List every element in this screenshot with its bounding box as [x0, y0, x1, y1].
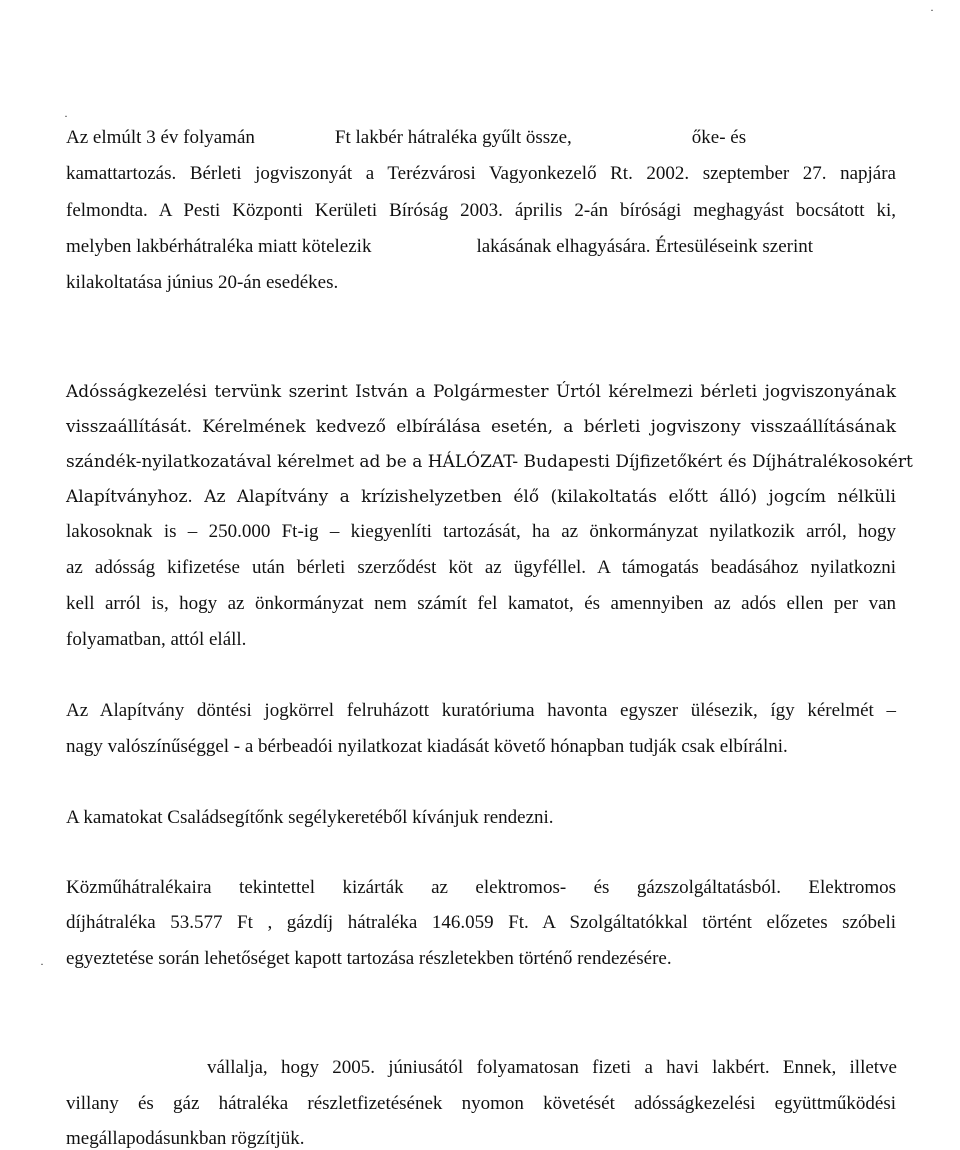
paragraph-5-line-2: díjhátraléka 53.577 Ft , gázdíj hátraléka 146.059 Ft. A Szolgáltatókkal történt előzetes szóbeli — [66, 912, 896, 933]
paragraph-6-line-1: vállalja, hogy 2005. júniusától folyamatosan fizeti a havi lakbért. Ennek, illetve — [207, 1057, 897, 1078]
paragraph-5-line-1: Közműhátralékaira tekintettel kizárták az elektromos- és gázszolgáltatásból. Elektromos — [66, 877, 896, 898]
paragraph-1-line-3: felmondta. A Pesti Központi Kerületi Bíróság 2003. április 2-án bírósági meghagyást bocsátott ki, — [66, 200, 896, 221]
text-segment: őke- és — [691, 127, 747, 148]
paragraph-2-line-2: visszaállítását. Kérelmének kedvező elbírálása esetén, a bérleti jogviszony visszaállításának — [66, 417, 896, 437]
scan-speck: · — [930, 3, 934, 17]
paragraph-2-line-1: Adósságkezelési tervünk szerint István a Polgármester Úrtól kérelmezi bérleti jogviszonyának — [66, 382, 896, 402]
paragraph-4-line-1: A kamatokat Családsegítőnk segélykeretéből kívánjuk rendezni. — [66, 807, 554, 828]
paragraph-6-line-3: megállapodásunkban rögzítjük. — [66, 1128, 305, 1149]
paragraph-1-line-5: kilakoltatása június 20-án esedékes. — [66, 272, 339, 293]
scan-speck: · — [64, 109, 68, 123]
paragraph-3-line-2: nagy valószínűséggel - a bérbeadói nyilatkozat kiadását követő hónapban tudják csak elbírálni. — [66, 736, 788, 757]
text-segment: lakásának elhagyására. Értesüléseink szerint — [476, 236, 814, 257]
paragraph-2-line-7: kell arról is, hogy az önkormányzat nem számít fel kamatot, és amennyiben az adós ellen per van — [66, 593, 896, 614]
text-segment: Az elmúlt 3 év folyamán — [66, 127, 255, 148]
paragraph-6-line-2: villany és gáz hátraléka részletfizetésének nyomon követését adósságkezelési együttműködési — [66, 1093, 896, 1114]
text-segment: Ft lakbér hátraléka gyűlt össze, — [334, 127, 572, 148]
paragraph-2-line-3: szándék-nyilatkozatával kérelmet ad be a HÁLÓZAT- Budapesti Díjfizetőkért és Díjhátralékosokért — [66, 452, 913, 472]
paragraph-2-line-6: az adósság kifizetése után bérleti szerződést köt az ügyféllel. A támogatás beadásához nyilatkozni — [66, 557, 896, 578]
scan-speck: · — [40, 957, 44, 971]
paragraph-1-line-2: kamattartozás. Bérleti jogviszonyát a Terézvárosi Vagyonkezelő Rt. 2002. szeptember 27. napjára — [66, 163, 896, 184]
paragraph-2-line-4: Alapítványhoz. Az Alapítvány a krízishelyzetben élő (kilakoltatás előtt álló) jogcím nélküli — [66, 487, 896, 507]
paragraph-3-line-1: Az Alapítvány döntési jogkörrel felruházott kuratóriuma havonta egyszer ülésezik, így kérelmét – — [66, 700, 896, 721]
paragraph-1-line-1 — [66, 127, 746, 149]
paragraph-2-line-8: folyamatban, attól eláll. — [66, 629, 247, 650]
paragraph-2-line-5: lakosoknak is – 250.000 Ft-ig – kiegyenlíti tartozását, ha az önkormányzat nyilatkozik arról, hogy — [66, 521, 896, 542]
text-segment: melyben lakbérhátraléka miatt kötelezik — [66, 236, 372, 257]
paragraph-1-line-4 — [66, 236, 813, 258]
paragraph-5-line-3: egyeztetése során lehetőséget kapott tartozása részletekben történő rendezésére. — [66, 948, 672, 969]
